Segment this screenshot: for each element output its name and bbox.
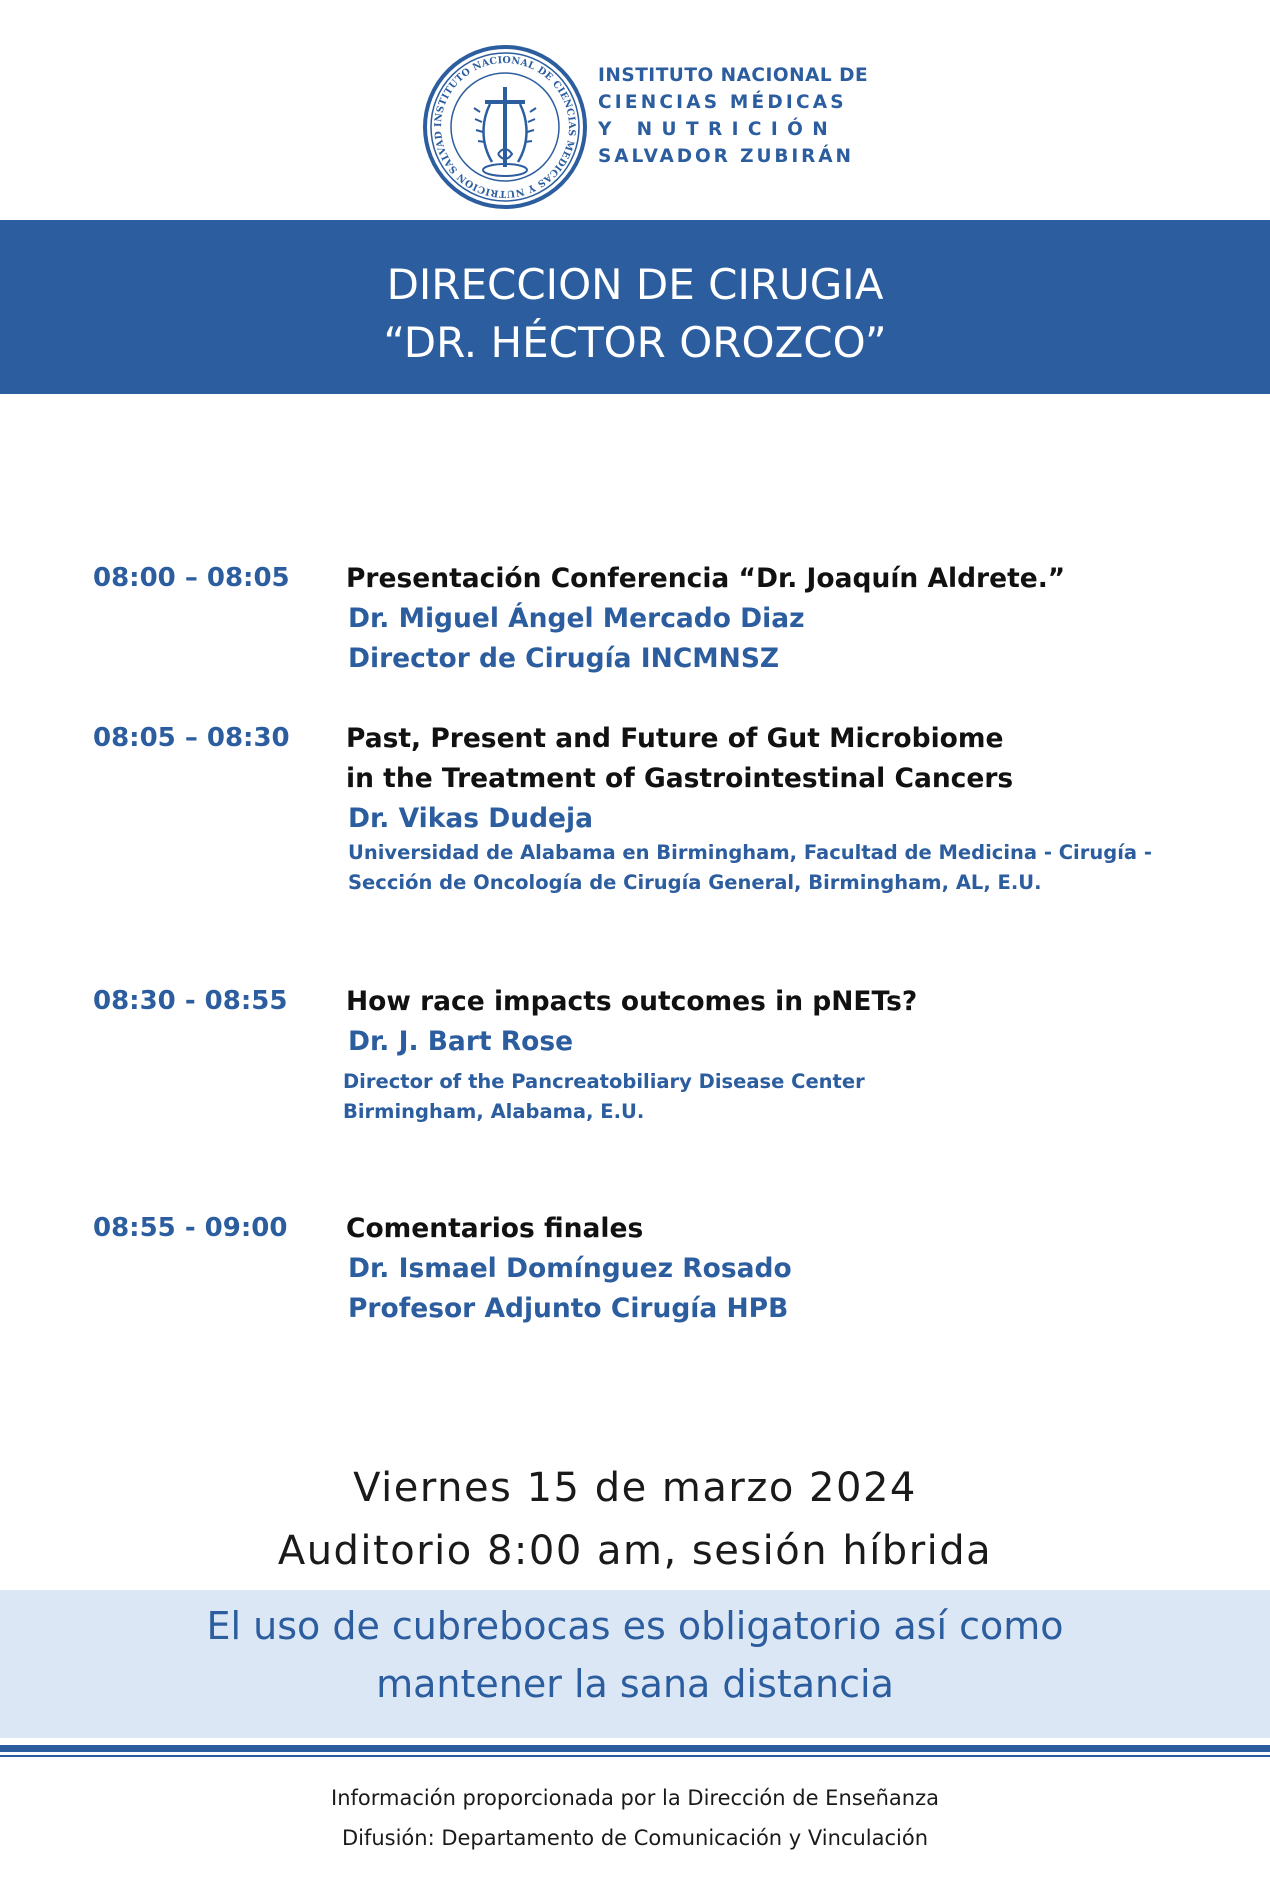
agenda-affiliation: Sección de Oncología de Cirugía General, Birmingham, AL, E.U. [348, 871, 1042, 894]
agenda-time: 08:00 – 08:05 [93, 563, 290, 593]
department-banner [0, 220, 1270, 394]
footer-info: Información proporcionada por la Dirección de Enseñanza [331, 1786, 939, 1810]
agenda-title: How race impacts outcomes in pNETs? [346, 986, 918, 1017]
footer-divider-thin [0, 1755, 1270, 1757]
agenda-speaker-role: Profesor Adjunto Cirugía HPB [348, 1293, 789, 1324]
institution-name-line-3: Y NUTRICIÓN [598, 119, 838, 140]
seal-text: INSTITUTO NACIONAL DE CIENCIAS MEDICAS Y NUTRICION SALVAD [432, 54, 578, 200]
agenda-time: 08:30 - 08:55 [93, 986, 288, 1016]
agenda-speaker: Dr. Vikas Dudeja [348, 803, 593, 834]
institute-seal-icon [420, 42, 590, 212]
agenda-speaker-role: Director de Cirugía INCMNSZ [348, 643, 780, 674]
footer-divider [0, 1745, 1270, 1752]
agenda-affiliation: Director of the Pancreatobiliary Disease Center [343, 1070, 865, 1093]
footer-credit: Difusión: Departamento de Comunicación y Vinculación [341, 1826, 929, 1850]
institution-name-line-2: CIENCIAS MÉDICAS [598, 92, 847, 113]
banner-title-line-1: DIRECCION DE CIRUGIA [386, 260, 884, 309]
mask-notice [0, 1590, 1270, 1738]
notice-line-1: El uso de cubrebocas es obligatorio así como [206, 1604, 1064, 1648]
institution-name-line-1: INSTITUTO NACIONAL DE [598, 65, 869, 86]
notice-line-2: mantener la sana distancia [376, 1662, 894, 1706]
agenda-affiliation: Universidad de Alabama en Birmingham, Facultad de Medicina - Cirugía - [348, 841, 1152, 864]
agenda-speaker: Dr. J. Bart Rose [348, 1026, 574, 1057]
agenda-title: Presentación Conferencia “Dr. Joaquín Aldrete.” [346, 563, 1066, 594]
agenda-time: 08:05 – 08:30 [93, 723, 290, 753]
agenda-speaker: Dr. Ismael Domínguez Rosado [348, 1253, 792, 1284]
event-date: Viernes 15 de marzo 2024 [353, 1465, 917, 1511]
banner-title-line-2: “DR. HÉCTOR OROZCO” [383, 318, 887, 367]
agenda-title: Past, Present and Future of Gut Microbiome [346, 723, 1004, 754]
institution-name-line-4: SALVADOR ZUBIRÁN [598, 146, 854, 167]
institution-name [598, 62, 868, 170]
agenda-time: 08:55 - 09:00 [93, 1213, 288, 1243]
agenda-title: Comentarios finales [346, 1213, 644, 1244]
agenda-speaker: Dr. Miguel Ángel Mercado Diaz [348, 603, 805, 634]
event-location: Auditorio 8:00 am, sesión híbrida [277, 1528, 993, 1574]
agenda-affiliation: Birmingham, Alabama, E.U. [343, 1100, 645, 1123]
agenda-title: in the Treatment of Gastrointestinal Cancers [346, 763, 1014, 794]
